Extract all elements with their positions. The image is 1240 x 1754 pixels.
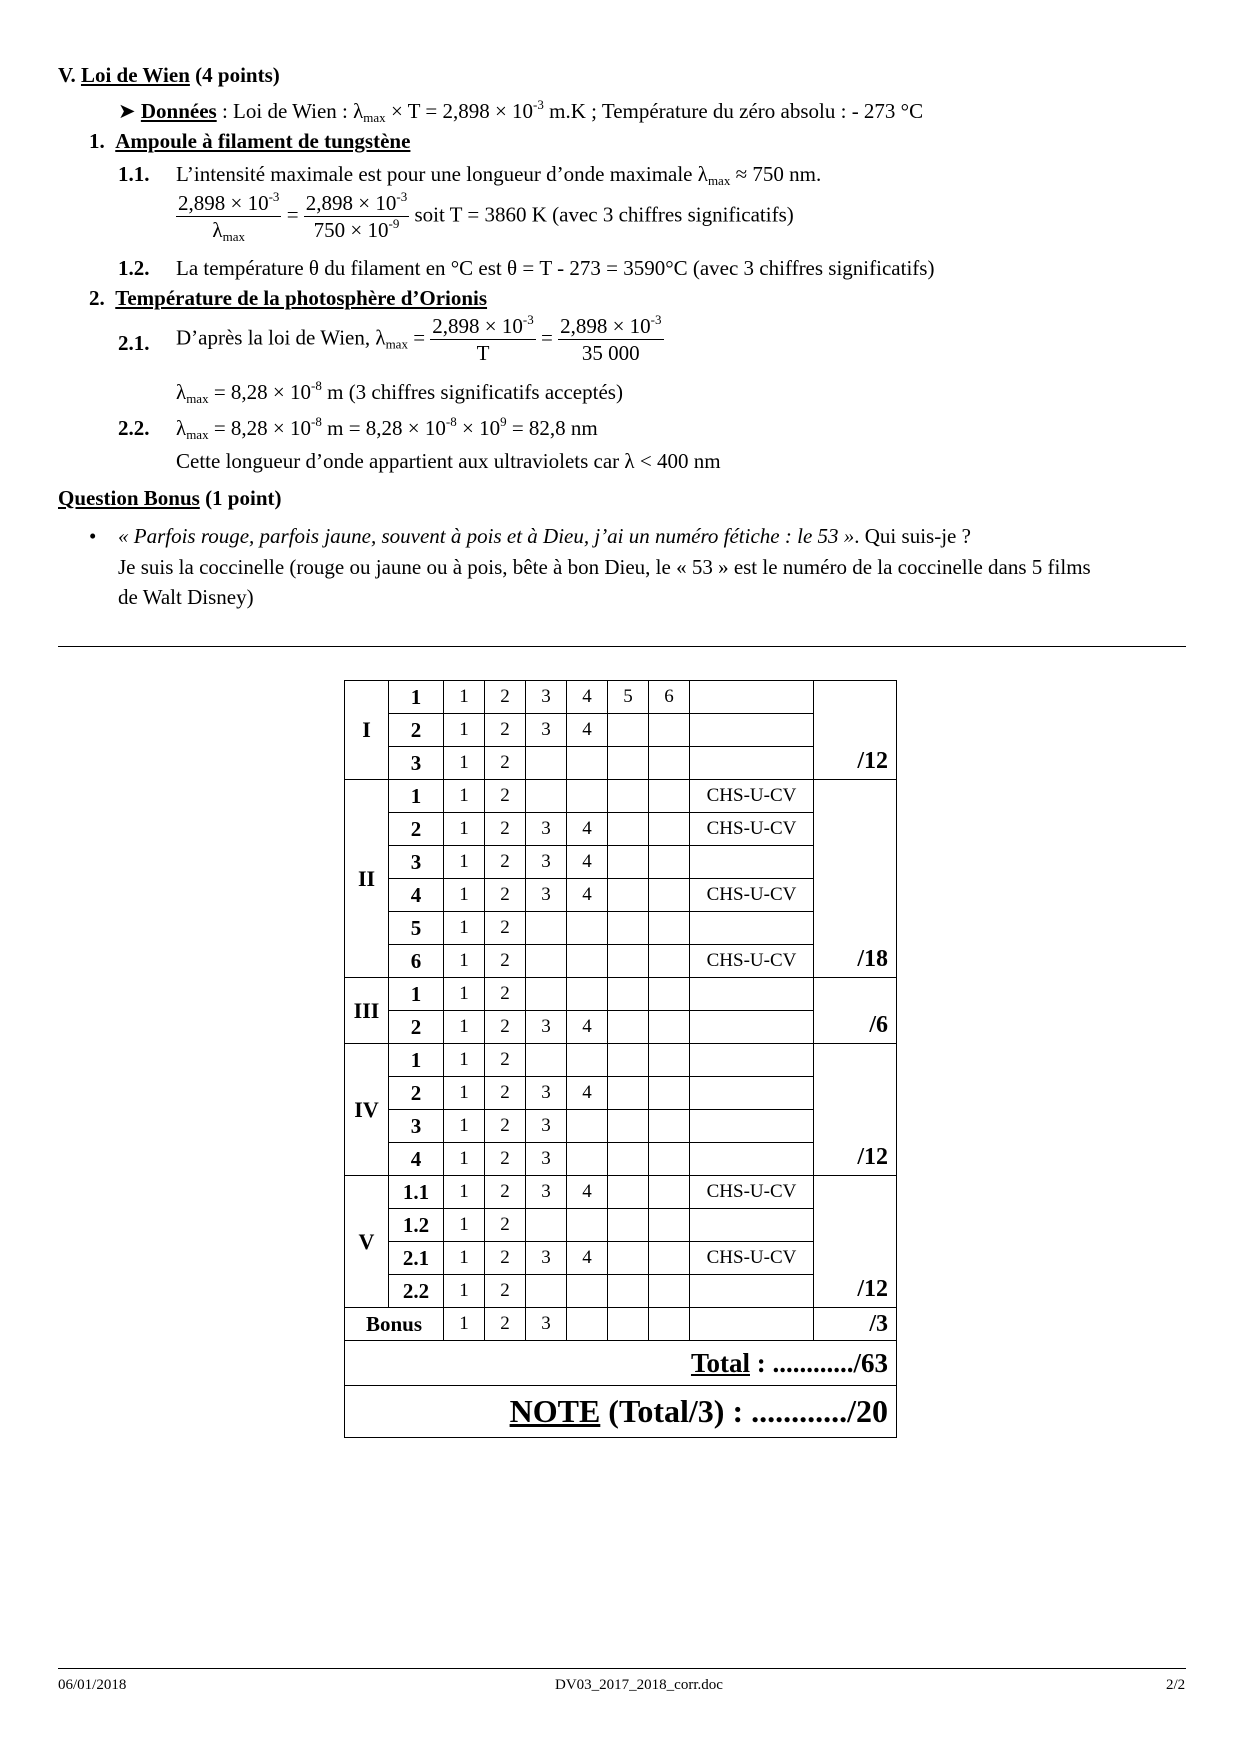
mark-cell: 2 [485, 1242, 526, 1275]
note-cell [345, 1386, 897, 1438]
mark-cell [608, 1143, 649, 1176]
bonus-answer-line1: Je suis la coccinelle (rouge ou jaune ou à pois, bête à bon Dieu, le « 53 » est le numéro de la coccinelle dans 5 films [118, 555, 1091, 579]
mark-cell: 4 [567, 846, 608, 879]
mark-cell [649, 1308, 690, 1341]
note-value: (Total/3) : ............/20 [600, 1393, 888, 1429]
mark-cell: 2 [485, 945, 526, 978]
question-number: 1 [389, 780, 444, 813]
question-number: 3 [389, 747, 444, 780]
part-score: /12 [814, 1044, 897, 1176]
donnees-line: ➤ Données : Loi de Wien : $\lambda_{max} \times T = 2,898 \times 10^{-3}$ m.K ; Température du zéro absolu : - 273 °C [118, 97, 924, 125]
total-cell [345, 1341, 897, 1386]
q12-text: La température θ du filament en °C est θ = T - 273 = 3590°C (avec 3 chiffres significatifs) [176, 256, 935, 280]
bonus-row [345, 1308, 897, 1341]
q11-formula: $\frac{2,898 \times 10^{-3}}{\lambda_{max}}$ = $\frac{2,898 \times 10^{-3}}{750 \times 10^{-9}}$ soit T = 3860 K (avec 3 chiffres significatifs) [178, 189, 794, 245]
mark-cell: 1 [444, 813, 485, 846]
q12-num: 1.2. [118, 256, 150, 280]
mark-cell [567, 978, 608, 1011]
mark-cell: 3 [526, 1176, 567, 1209]
part-label: II [345, 780, 389, 978]
mark-cell [649, 1209, 690, 1242]
mark-cell: 1 [444, 1077, 485, 1110]
part-label: I [345, 681, 389, 780]
fraction: $\frac{2,898 \times 10^{-3}}{750 \times 10^{-9}}$ [305, 189, 408, 243]
mark-cell [567, 747, 608, 780]
question-number: 1 [389, 681, 444, 714]
mark-cell: 2 [485, 912, 526, 945]
mark-cell [649, 1011, 690, 1044]
bonus-bullet: • [89, 524, 97, 548]
mark-cell: 2 [485, 1275, 526, 1308]
mark-cell [526, 912, 567, 945]
mark-cell: 1 [444, 1044, 485, 1077]
mark-cell [649, 780, 690, 813]
mark-cell: 3 [526, 1308, 567, 1341]
mark-cell: 2 [485, 1209, 526, 1242]
mark-cell: 1 [444, 1110, 485, 1143]
q22-num: 2.2. [118, 416, 150, 440]
mark-cell [608, 747, 649, 780]
mark-cell: 4 [567, 813, 608, 846]
question-number: 1 [389, 1044, 444, 1077]
chs-cell [690, 747, 814, 780]
divider [58, 646, 1186, 647]
mark-cell [567, 1110, 608, 1143]
q21-formula: D’après la loi de Wien, $\lambda_{max}$ = $\frac{2,898 \times 10^{-3}}{T}$ = $\frac{2,898 \times 10^{-3}}{35 000}$ [176, 312, 662, 366]
chs-cell: CHS-U-CV [690, 945, 814, 978]
mark-cell [608, 714, 649, 747]
mark-cell [649, 1176, 690, 1209]
note-label: NOTE [509, 1393, 601, 1429]
question-number: 2.1 [389, 1242, 444, 1275]
mark-cell: 2 [485, 714, 526, 747]
table-row [345, 1044, 897, 1077]
mark-cell [649, 978, 690, 1011]
chs-cell: CHS-U-CV [690, 879, 814, 912]
footer-page: 2/2 [1166, 1677, 1186, 1693]
mark-cell [526, 1209, 567, 1242]
mark-cell: 1 [444, 912, 485, 945]
q21-result: $\lambda_{max} = 8,28 \times 10^{-8}$ m (3 chiffres significatifs acceptés) [176, 378, 623, 406]
mark-cell: 2 [485, 1110, 526, 1143]
mark-cell [567, 780, 608, 813]
table-row [345, 681, 897, 714]
fraction: $\frac{2,898 \times 10^{-3}}{T}$ [432, 312, 534, 366]
question-number: 5 [389, 912, 444, 945]
part-label: IV [345, 1044, 389, 1176]
mark-cell [649, 846, 690, 879]
question-number: 2 [389, 813, 444, 846]
mark-cell: 1 [444, 1011, 485, 1044]
mark-cell [649, 714, 690, 747]
chs-cell [690, 1011, 814, 1044]
mark-cell [608, 879, 649, 912]
mark-cell [649, 879, 690, 912]
mark-cell [649, 1242, 690, 1275]
total-label: Total [690, 1347, 750, 1378]
mark-cell: 4 [567, 1176, 608, 1209]
mark-cell: 3 [526, 846, 567, 879]
question-number: 6 [389, 945, 444, 978]
mark-cell: 1 [444, 1275, 485, 1308]
question-number: 3 [389, 1110, 444, 1143]
table-row [345, 780, 897, 813]
mark-cell: 1 [444, 1176, 485, 1209]
mark-cell [526, 747, 567, 780]
mark-cell [608, 1242, 649, 1275]
mark-cell [526, 945, 567, 978]
question-number: 4 [389, 1143, 444, 1176]
chs-cell: CHS-U-CV [690, 1176, 814, 1209]
mark-cell: 2 [485, 846, 526, 879]
mark-cell [649, 912, 690, 945]
mark-cell: 1 [444, 1308, 485, 1341]
mark-cell [649, 945, 690, 978]
grading-table [344, 680, 897, 1438]
mark-cell: 1 [444, 945, 485, 978]
mark-cell: 2 [485, 879, 526, 912]
section-heading: V. Loi de Wien (4 points) [58, 63, 280, 87]
mark-cell [567, 945, 608, 978]
q22-text: $\lambda_{max} = 8,28 \times 10^{-8}$ $m = 8,28 \times 10^{-8} \times 10^9 = 82,8$ nm [176, 414, 598, 442]
bonus-label: Bonus [345, 1308, 444, 1341]
mark-cell: 3 [526, 1242, 567, 1275]
mark-cell: 1 [444, 780, 485, 813]
mark-cell [608, 1308, 649, 1341]
chs-cell: CHS-U-CV [690, 813, 814, 846]
mark-cell [608, 846, 649, 879]
chs-cell [690, 681, 814, 714]
part-label: III [345, 978, 389, 1044]
mark-cell: 1 [444, 747, 485, 780]
mark-cell: 2 [485, 1176, 526, 1209]
question-number: 2 [389, 1077, 444, 1110]
question-number: 2 [389, 714, 444, 747]
mark-cell: 3 [526, 1110, 567, 1143]
part-score: /12 [814, 1176, 897, 1308]
part-score: /6 [814, 978, 897, 1044]
chs-cell [690, 1275, 814, 1308]
mark-cell: 2 [485, 813, 526, 846]
bonus-question: « Parfois rouge, parfois jaune, souvent à pois et à Dieu, j’ai un numéro fétiche : le 53 ». Qui suis-je ? [118, 524, 971, 548]
mark-cell: 3 [526, 1011, 567, 1044]
chs-cell [690, 978, 814, 1011]
mark-cell: 1 [444, 846, 485, 879]
mark-cell: 6 [649, 681, 690, 714]
bonus-heading: Question Bonus (1 point) [58, 486, 282, 510]
mark-cell [608, 813, 649, 846]
mark-cell [608, 1011, 649, 1044]
mark-cell: 2 [485, 780, 526, 813]
mark-cell: 3 [526, 714, 567, 747]
mark-cell: 1 [444, 714, 485, 747]
part-score: /18 [814, 780, 897, 978]
mark-cell: 2 [485, 978, 526, 1011]
mark-cell [526, 978, 567, 1011]
footer-filename: DV03_2017_2018_corr.doc [555, 1677, 723, 1693]
question-number: 1.1 [389, 1176, 444, 1209]
table-row [345, 1176, 897, 1209]
total-value: : ............/63 [750, 1347, 888, 1378]
mark-cell: 1 [444, 1242, 485, 1275]
fraction: $\frac{2,898 \times 10^{-3}}{\lambda_{max}}$ [178, 189, 280, 245]
mark-cell: 2 [485, 1308, 526, 1341]
chs-cell [690, 1110, 814, 1143]
chs-cell [690, 714, 814, 747]
mark-cell [608, 978, 649, 1011]
question-number: 1 [389, 978, 444, 1011]
q1-heading: 1. Ampoule à filament de tungstène [89, 129, 411, 153]
mark-cell [608, 912, 649, 945]
mark-cell: 2 [485, 1077, 526, 1110]
mark-cell [567, 1308, 608, 1341]
question-number: 3 [389, 846, 444, 879]
mark-cell [649, 1275, 690, 1308]
mark-cell: 3 [526, 1077, 567, 1110]
mark-cell [567, 1143, 608, 1176]
mark-cell: 1 [444, 681, 485, 714]
mark-cell [567, 1044, 608, 1077]
mark-cell: 4 [567, 1011, 608, 1044]
mark-cell [526, 1275, 567, 1308]
mark-cell: 4 [567, 714, 608, 747]
mark-cell: 4 [567, 879, 608, 912]
mark-cell: 5 [608, 681, 649, 714]
mark-cell [649, 1110, 690, 1143]
mark-cell: 1 [444, 1209, 485, 1242]
mark-cell: 2 [485, 681, 526, 714]
mark-cell [608, 1209, 649, 1242]
mark-cell [608, 1275, 649, 1308]
chs-cell: CHS-U-CV [690, 780, 814, 813]
question-number: 2.2 [389, 1275, 444, 1308]
mark-cell [526, 1044, 567, 1077]
mark-cell [608, 1077, 649, 1110]
mark-cell [526, 780, 567, 813]
mark-cell [649, 1143, 690, 1176]
mark-cell: 3 [526, 813, 567, 846]
question-number: 4 [389, 879, 444, 912]
mark-cell: 2 [485, 1011, 526, 1044]
chs-cell [690, 912, 814, 945]
mark-cell: 3 [526, 879, 567, 912]
mark-cell: 4 [567, 681, 608, 714]
chs-cell [690, 1143, 814, 1176]
chs-cell [690, 1308, 814, 1341]
mark-cell: 1 [444, 1143, 485, 1176]
q22-line2: Cette longueur d’onde appartient aux ultraviolets car λ < 400 nm [176, 449, 721, 473]
mark-cell: 3 [526, 1143, 567, 1176]
total-row [345, 1341, 897, 1386]
footer-divider [58, 1668, 1186, 1669]
chs-cell: CHS-U-CV [690, 1242, 814, 1275]
chs-cell [690, 1044, 814, 1077]
mark-cell: 2 [485, 1044, 526, 1077]
mark-cell [567, 1275, 608, 1308]
q21-num: 2.1. [118, 331, 150, 355]
mark-cell [608, 1176, 649, 1209]
mark-cell: 1 [444, 978, 485, 1011]
mark-cell [608, 1044, 649, 1077]
q11-text: L’intensité maximale est pour une longueur d’onde maximale $\lambda_{max} \approx 750$ nm. [176, 162, 822, 188]
mark-cell: 2 [485, 1143, 526, 1176]
mark-cell [649, 747, 690, 780]
mark-cell: 3 [526, 681, 567, 714]
mark-cell [608, 1110, 649, 1143]
q2-heading: 2. Température de la photosphère d’Orionis [89, 286, 488, 310]
mark-cell: 4 [567, 1242, 608, 1275]
question-number: 1.2 [389, 1209, 444, 1242]
part-score: /12 [814, 681, 897, 780]
bonus-answer-line2: de Walt Disney) [118, 585, 254, 609]
bonus-score: /3 [814, 1308, 897, 1341]
mark-cell [649, 813, 690, 846]
table-row [345, 978, 897, 1011]
mark-cell [567, 1209, 608, 1242]
mark-cell [608, 780, 649, 813]
chs-cell [690, 1209, 814, 1242]
fraction: $\frac{2,898 \times 10^{-3}}{35 000}$ [560, 312, 662, 366]
part-label: V [345, 1176, 389, 1308]
mark-cell: 4 [567, 1077, 608, 1110]
mark-cell [649, 1077, 690, 1110]
arrow-bullet-icon: ➤ [118, 99, 136, 123]
footer-date: 06/01/2018 [58, 1677, 127, 1693]
mark-cell [649, 1044, 690, 1077]
mark-cell [608, 945, 649, 978]
mark-cell [567, 912, 608, 945]
note-row [345, 1386, 897, 1438]
question-number: 2 [389, 1011, 444, 1044]
mark-cell: 1 [444, 879, 485, 912]
mark-cell: 2 [485, 747, 526, 780]
chs-cell [690, 1077, 814, 1110]
chs-cell [690, 846, 814, 879]
q11-line: 1.1. [118, 162, 150, 186]
